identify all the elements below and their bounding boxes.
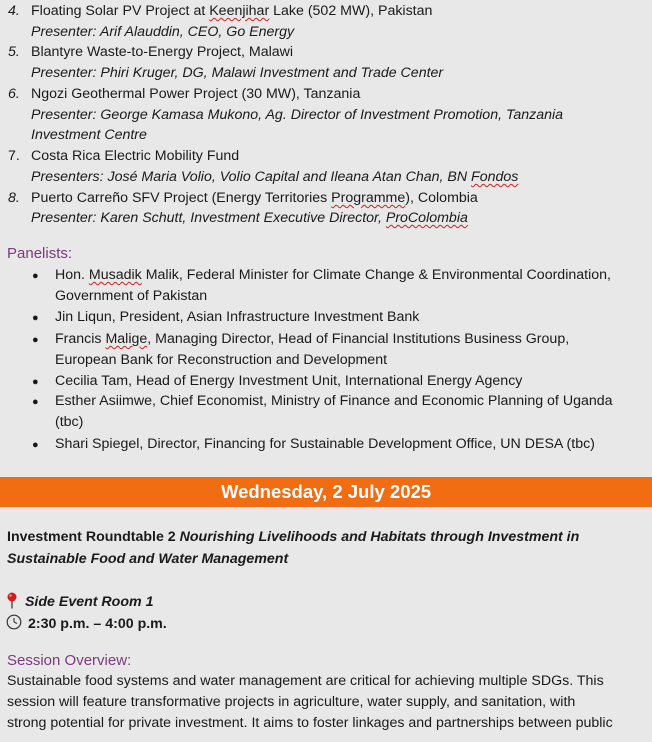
project-presenter: Presenters: José Maria Volio, Volio Capital and Ileana Atan Chan, BN Fondos <box>31 169 519 185</box>
overview-line: Sustainable food systems and water management are critical for achieving multiple SDGs. This <box>7 673 604 689</box>
time-row <box>6 614 167 634</box>
overview-line: strong potential for private investment. It aims to foster linkages and partnerships between public <box>7 715 613 731</box>
time-text: 2:30 p.m. – 4:00 p.m. <box>27 615 167 632</box>
project-presenter: Presenter: Phiri Kruger, DG, Malawi Investment and Trade Center <box>31 65 444 81</box>
project-number: 4. <box>8 3 20 19</box>
bullet-icon: ● <box>32 270 39 282</box>
project-title: Floating Solar PV Project at Keenjihar Lake (502 MW), Pakistan <box>31 3 433 19</box>
location-text: Side Event Room 1 <box>24 594 154 611</box>
panelist-text: Esther Asiimwe, Chief Economist, Ministry of Finance and Economic Planning of Uganda <box>55 393 613 409</box>
clock-icon <box>6 614 22 634</box>
panelists-heading: Panelists: <box>7 245 73 262</box>
panelist-text: Jin Liqun, President, Asian Infrastructure Investment Bank <box>55 309 420 325</box>
bullet-icon: ● <box>32 334 39 346</box>
panelist-text-cont: (tbc) <box>55 414 84 430</box>
date-banner: Wednesday, 2 July 2025 <box>0 477 652 507</box>
map-pin-icon <box>6 592 18 613</box>
bullet-icon: ● <box>32 396 39 408</box>
bullet-icon: ● <box>32 376 39 388</box>
panelist-text: Francis Malige, Managing Director, Head of Financial Institutions Business Group, <box>55 331 570 347</box>
panelist-text: Shari Spiegel, Director, Financing for Sustainable Development Office, UN DESA (tbc) <box>55 436 595 452</box>
panelist-text: Hon. Musadik Malik, Federal Minister for Climate Change & Environmental Coordination, <box>55 267 611 283</box>
project-title: Blantyre Waste-to-Energy Project, Malawi <box>31 44 294 60</box>
bullet-icon: ● <box>32 312 39 324</box>
roundtable-title-line1: Nourishing Livelihoods and Habitats through Investment in <box>179 529 580 545</box>
project-presenter-cont: Investment Centre <box>31 127 147 143</box>
project-presenter: Presenter: Karen Schutt, Investment Executive Director, ProColombia <box>31 210 468 226</box>
panelist-text: Cecilia Tam, Head of Energy Investment Unit, International Energy Agency <box>55 373 523 389</box>
project-presenter: Presenter: Arif Alauddin, CEO, Go Energy <box>31 24 295 40</box>
project-number: 6. <box>8 86 20 102</box>
panelist-text-cont: European Bank for Reconstruction and Development <box>55 352 388 368</box>
project-presenter: Presenter: George Kamasa Mukono, Ag. Director of Investment Promotion, Tanzania <box>31 107 564 123</box>
roundtable-prefix: Investment Roundtable 2 <box>7 529 180 545</box>
panelist-text-cont: Government of Pakistan <box>55 288 208 304</box>
project-title: Puerto Carreño SFV Project (Energy Territories Programme), Colombia <box>31 190 478 206</box>
overview-line: session will feature transformative projects in agriculture, water supply, and sanitation, with <box>7 694 576 710</box>
bullet-icon: ● <box>32 439 39 451</box>
project-title: Ngozi Geothermal Power Project (30 MW), Tanzania <box>31 86 361 102</box>
project-number: 7. <box>8 148 20 164</box>
location-row <box>6 592 153 613</box>
roundtable-title-line2: Sustainable Food and Water Management <box>7 551 289 567</box>
project-number: 5. <box>8 44 20 60</box>
project-title: Costa Rica Electric Mobility Fund <box>31 148 240 164</box>
project-number: 8. <box>8 190 20 206</box>
overview-heading: Session Overview: <box>7 652 132 669</box>
